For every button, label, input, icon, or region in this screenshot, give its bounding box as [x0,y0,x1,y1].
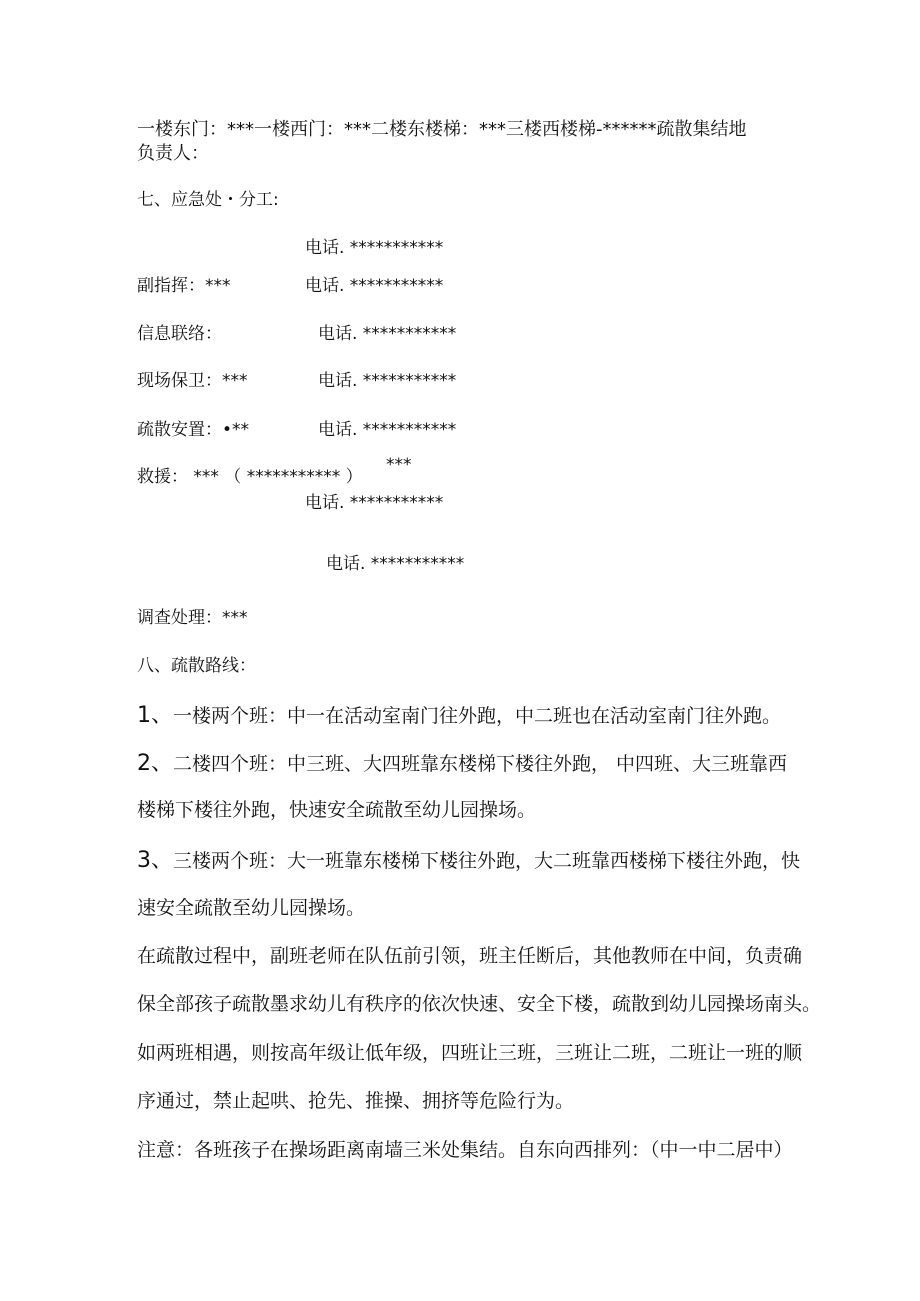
route-text-3b: 速安全疏散至幼儿园操场。 [137,897,366,919]
phone-rescue: 电话. *********** [305,493,444,513]
deputy-commander-label: 副指挥：*** [137,276,231,296]
section-7-heading: 七、应急处・分工: [137,190,279,210]
info-liaison-label: 信息联络： [137,324,222,344]
phone-evacuation: 电话. *********** [318,420,457,440]
rescue-label: 救援： *** （ *********** ） [137,467,363,487]
section-8-heading: 八、疏散路线： [137,656,256,676]
rescue-stars: *** [386,455,412,475]
phone-deputy: 电话. *********** [305,276,444,296]
route-item-1 [137,705,781,727]
phone-security: 电话. *********** [318,371,457,391]
route-number-3: 3、 [137,848,173,873]
exit-assignments-line: 一楼东门：***一楼西门：***二楼东楼梯：***三楼西楼梯-******疏散集结地 [137,119,747,140]
evacuation-placement-label: 疏散安置：•** [137,420,250,440]
note-line: 注意：各班孩子在操场距离南墙三米处集结。自东向西排列：（中一中二居中） [137,1139,793,1161]
route-item-3 [137,850,800,872]
paragraph-line-1: 在疏散过程中，副班老师在队伍前引领，班主任断后，其他教师在中间，负责确 [137,945,803,967]
paragraph-line-4: 序通过，禁止起哄、抢先、推操、拥挤等危险行为。 [137,1090,575,1112]
paragraph-line-2: 保全部孩子疏散墨求幼儿有秩序的依次快速、安全下楼，疏散到幼儿园操场南头。 [137,993,822,1015]
paragraph-line-3: 如两班相遇，则按高年级让低年级，四班让三班，三班让二班，二班让一班的顺 [137,1042,803,1064]
site-security-label: 现场保卫：*** [137,371,248,391]
route-item-2 [137,753,787,775]
route-number-1: 1、 [137,703,173,728]
phone-info: 电话. *********** [318,324,457,344]
route-text-1: 一楼两个班：中一在活动室南门往外跑，中二班也在活动室南门往外跑。 [173,705,782,727]
phone-commander: 电话. *********** [305,238,444,258]
route-text-2b: 楼梯下楼往外跑，快速安全疏散至幼儿园操场。 [137,799,537,821]
phone-extra: 电话. *********** [326,554,465,574]
route-text-3a: 三楼两个班：大一班靠东楼梯下楼往外跑，大二班靠西楼梯下楼往外跑，快 [173,850,801,872]
responsible-person-label: 负责人： [137,143,209,164]
route-number-2: 2、 [137,751,173,776]
investigation-label: 调查处理：*** [137,608,248,628]
route-text-2a: 二楼四个班：中三班、大四班靠东楼梯下楼往外跑， 中四班、大三班靠西 [173,753,788,775]
